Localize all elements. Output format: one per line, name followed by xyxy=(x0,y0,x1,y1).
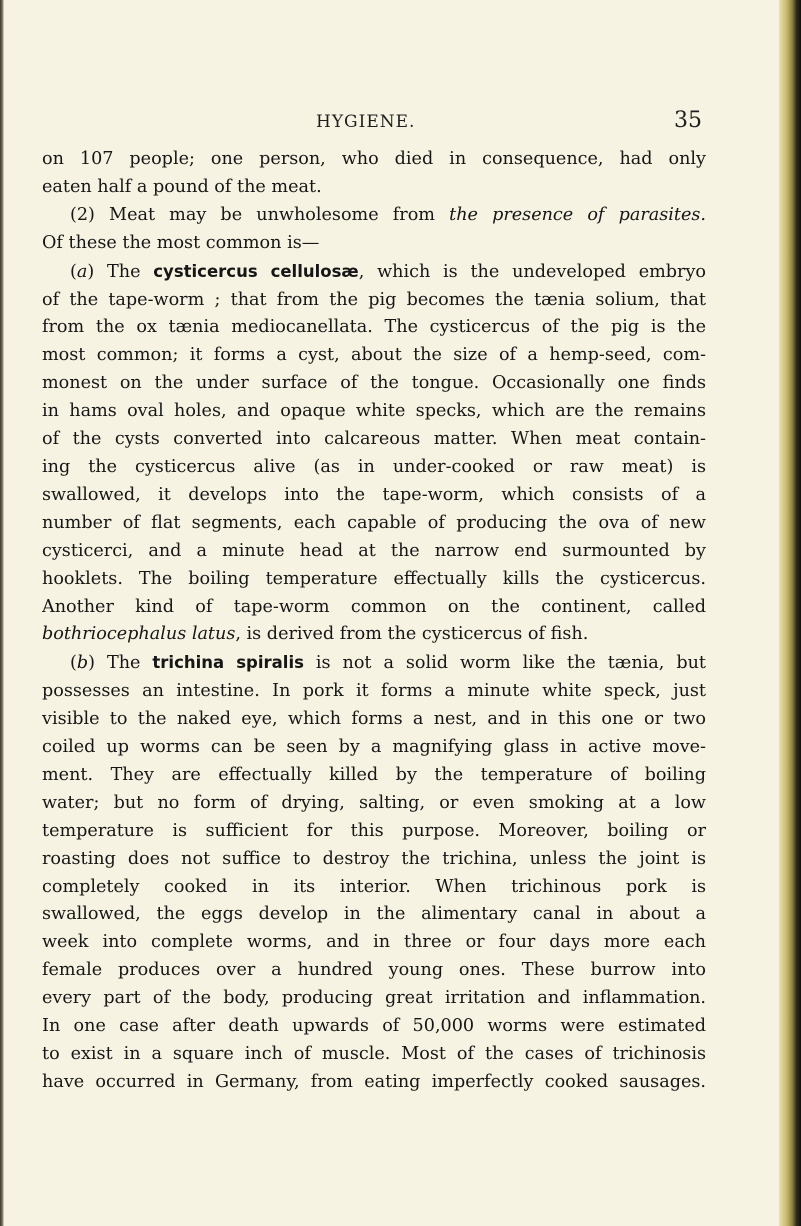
text-line xyxy=(42,482,706,510)
text-run: , is derived from the cysticercus of fish. xyxy=(235,624,589,645)
text-line xyxy=(42,230,706,258)
text-run: (2) Meat may be unwholesome from xyxy=(70,204,450,225)
text-line xyxy=(42,398,706,426)
text-line xyxy=(42,957,706,985)
text-run: female produces over a hundred young ones. These burrow into xyxy=(42,960,706,981)
text-run: most common; it forms a cyst, about the size of a hemp-seed, com- xyxy=(42,345,706,366)
text-run: visible to the naked eye, which forms a nest, and in this one or two xyxy=(42,709,706,730)
text-line xyxy=(42,314,706,342)
running-head-title: HYGIENE. xyxy=(316,112,416,132)
text-run: , which is the undeveloped embryo xyxy=(358,261,706,282)
text-line xyxy=(42,1013,706,1041)
text-line xyxy=(42,538,706,566)
bold-term: trichina spiralis xyxy=(152,653,304,673)
text-line xyxy=(42,1041,706,1069)
text-line xyxy=(42,621,706,649)
body-text xyxy=(42,146,706,1097)
text-run: water; but no form of drying, salting, or even smoking at a low xyxy=(42,792,706,813)
text-run: is not a solid worm like the tænia, but xyxy=(303,653,706,674)
text-run: temperature is sufficient for this purpose. Moreover, boiling or xyxy=(42,820,706,841)
text-run: coiled up worms can be seen by a magnifying glass in active move- xyxy=(42,737,706,758)
running-head xyxy=(0,108,801,138)
text-line xyxy=(42,146,706,174)
binding-edge xyxy=(779,0,801,1226)
text-line xyxy=(42,566,706,594)
text-run: Of these the most common is— xyxy=(42,232,320,253)
text-run: in hams oval holes, and opaque white specks, which are the remains xyxy=(42,401,706,422)
italic-text: a xyxy=(76,261,88,282)
text-line xyxy=(42,174,706,202)
italic-text: b xyxy=(76,653,89,674)
text-line xyxy=(42,1069,706,1097)
text-run: monest on the under surface of the tongue. Occasionally one finds xyxy=(42,373,706,394)
text-line xyxy=(42,818,706,846)
text-run: eaten half a pound of the meat. xyxy=(42,176,322,197)
text-run: In one case after death upwards of 50,000 worms were estimated xyxy=(42,1016,706,1037)
text-run: on 107 people; one person, who died in consequence, had only xyxy=(42,149,706,169)
text-line xyxy=(42,426,706,454)
text-line xyxy=(42,901,706,929)
text-run: hooklets. The boiling temperature effectually kills the cysticercus. xyxy=(42,568,706,589)
text-line xyxy=(42,929,706,957)
text-line xyxy=(42,649,706,678)
text-line xyxy=(42,510,706,538)
text-run: swallowed, the eggs develop in the alimentary canal in about a xyxy=(42,904,706,925)
text-run: roasting does not suffice to destroy the trichina, unless the joint is xyxy=(42,848,706,869)
text-line xyxy=(42,454,706,482)
text-line xyxy=(42,342,706,370)
text-line xyxy=(42,790,706,818)
text-line xyxy=(42,370,706,398)
text-line xyxy=(42,874,706,902)
bold-term: cysticercus cellulosæ xyxy=(153,261,359,281)
text-run: ) The xyxy=(88,653,153,674)
italic-text: bothriocephalus latus xyxy=(42,624,236,645)
text-line xyxy=(42,287,706,315)
text-run: week into complete worms, and in three or four days more each xyxy=(42,932,706,953)
text-line xyxy=(42,846,706,874)
text-run: every part of the body, producing great irritation and inflammation. xyxy=(42,988,706,1009)
text-run: completely cooked in its interior. When trichinous pork is xyxy=(42,876,706,897)
text-run: cysticerci, and a minute head at the narrow end surmounted by xyxy=(42,540,706,561)
text-run: Another kind of tape-worm common on the continent, called xyxy=(42,596,706,617)
text-run: swallowed, it develops into the tape-worm, which consists of a xyxy=(42,484,706,505)
text-run: ( xyxy=(70,261,77,282)
text-line xyxy=(42,678,706,706)
text-line xyxy=(42,594,706,622)
text-run: ing the cysticercus alive (as in under-cooked or raw meat) is xyxy=(42,456,706,477)
text-run: number of flat segments, each capable of producing the ova of new xyxy=(42,512,706,533)
text-run: ) The xyxy=(87,261,154,282)
text-line xyxy=(42,762,706,790)
text-run: ( xyxy=(70,653,77,674)
text-line xyxy=(42,734,706,762)
page-number: 35 xyxy=(674,108,702,133)
text-run: from the ox tænia mediocanellata. The cysticercus of the pig is the xyxy=(42,317,706,338)
text-run: ment. They are effectually killed by the temperature of boiling xyxy=(42,764,706,785)
text-run: possesses an intestine. In pork it forms a minute white speck, just xyxy=(42,681,706,702)
text-run: of the tape-worm ; that from the pig becomes the tænia solium, that xyxy=(42,289,706,310)
text-line xyxy=(42,258,706,287)
text-run: of the cysts converted into calcareous matter. When meat contain- xyxy=(42,429,706,450)
italic-text: the presence of parasites. xyxy=(449,204,706,225)
text-line xyxy=(42,985,706,1013)
text-line xyxy=(42,706,706,734)
text-line xyxy=(42,202,706,230)
text-run: have occurred in Germany, from eating imperfectly cooked sausages. xyxy=(42,1071,706,1092)
text-run: to exist in a square inch of muscle. Most of the cases of trichinosis xyxy=(42,1044,706,1064)
